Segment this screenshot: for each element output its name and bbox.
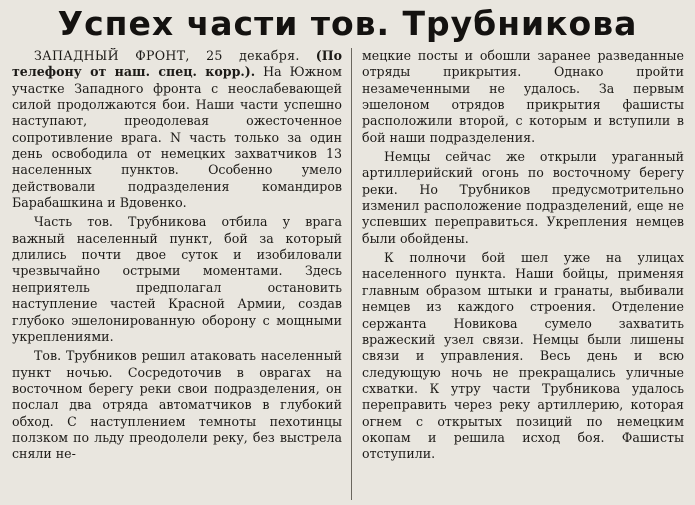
right-column	[362, 48, 684, 502]
byline: (По телефону от наш. спец. корр.).	[12, 48, 342, 80]
paragraph-2: Часть тов. Трубникова отбила у врага важный населенный пункт, бой за который длились почти двое суток и изобиловали чрезвычайно острыми моментами. Здесь неприятель предполагал остановить наступление частей Красной Армии, создав глубоко эшелонированную оборону с мощными укреплениями.	[12, 214, 342, 344]
dateline: ЗАПАДНЫЙ ФРОНТ, 25 декабря.	[34, 48, 300, 63]
paragraph-3: Тов. Трубников решил атаковать населенный пункт ночью. Сосредоточив в оврагах на восточном берегу реки свои подразделения, он послал два отряда автоматчиков в глубокий обход. С наступлением темноты пехотинцы ползком по льду преодолели реку, без выстрела сняли не-	[12, 348, 342, 462]
lead-paragraph-text: На Южном участке Западного фронта с неослабевающей силой продолжаются бои. Наши части успешно наступают, преодолевая ожесточенное сопротивление врага. N часть только за один день освободила от немецких захватчиков 13 населенных пунктов. Особенно умело действовали подразделения командиров Барабашкина и Вдовенко.	[12, 64, 342, 211]
article-headline: Успех части тов. Трубникова	[57, 4, 638, 43]
lead-paragraph	[12, 48, 342, 211]
left-column	[12, 48, 342, 502]
paragraph-5: Немцы сейчас же открыли ураганный артиллерийский огонь по восточному берегу реки. Но Трубников предусмотрительно изменил расположение подразделений, еще не успевших переправиться. Укрепления немцев были обойдены.	[362, 149, 684, 246]
paragraph-6: К полночи бой шел уже на улицах населенного пункта. Наши бойцы, применяя главным образом штыки и гранаты, выбивали немцев из каждого строения. Отделение сержанта Новикова сумело захватить вражеский узел связи. Немцы были лишены связи и управления. Весь день и всю следующую ночь не прекращались уличные схватки. К утру части Трубникова удалось переправить через реку артиллерию, которая огнем с открытых позиций по немецким окопам и решила исход боя. Фашисты отступили.	[362, 250, 684, 462]
paragraph-4: мецкие посты и обошли заранее разведанные отряды прикрытия. Однако пройти незамеченными не удалось. За первым эшелоном отрядов прикрытия фашисты расположили второй, с которым и вступили в бой наши подразделения.	[362, 48, 684, 145]
column-divider	[351, 48, 352, 500]
